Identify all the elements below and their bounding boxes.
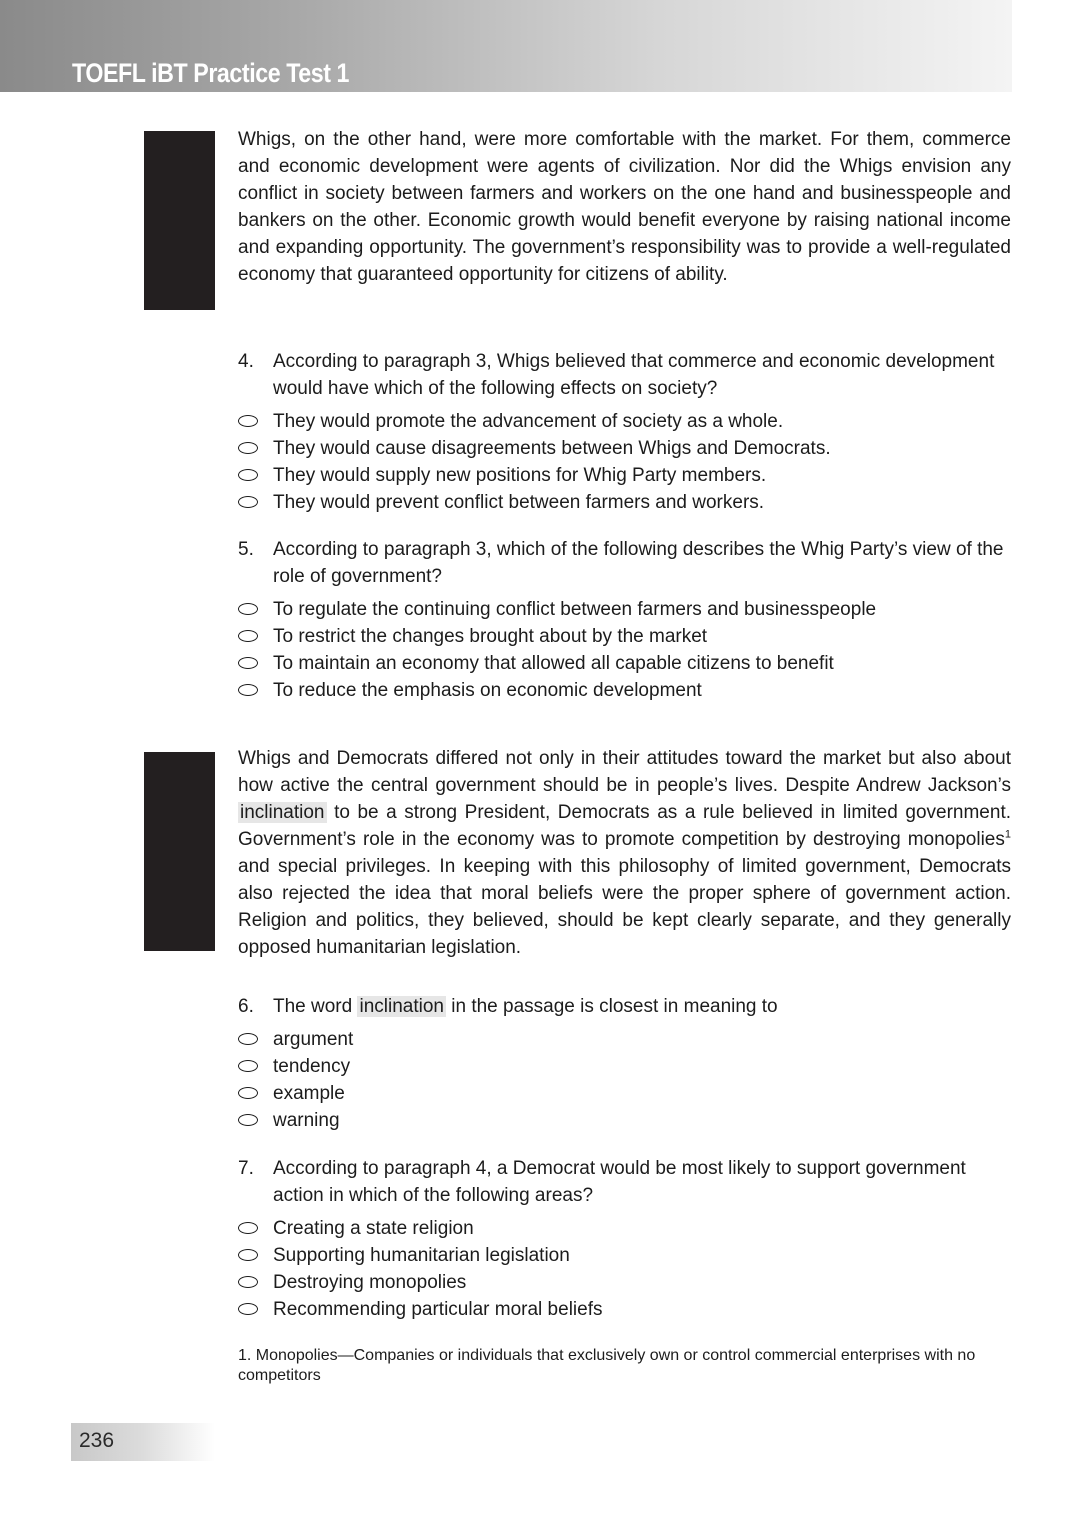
paragraph-marker-3 <box>144 131 215 310</box>
radio-button-icon[interactable] <box>238 684 258 696</box>
answer-option[interactable] <box>238 489 1011 516</box>
question-6 <box>238 993 1011 1134</box>
answer-option[interactable] <box>238 1080 1011 1107</box>
answer-option[interactable] <box>238 1107 1011 1134</box>
option-label: They would promote the advancement of society as a whole. <box>273 411 784 432</box>
question-text: According to paragraph 4, a Democrat would be most likely to support government action in which of the following areas? <box>273 1158 966 1206</box>
question-text: According to paragraph 3, Whigs believed that commerce and economic development would have which of the following effects on society? <box>273 351 995 399</box>
option-label: They would cause disagreements between Whigs and Democrats. <box>273 438 831 459</box>
question-number: 7. <box>238 1158 254 1179</box>
option-label: Supporting humanitarian legislation <box>273 1245 570 1266</box>
answer-option[interactable] <box>238 462 1011 489</box>
answer-option[interactable] <box>238 1269 1011 1296</box>
paragraph-marker-4 <box>144 752 215 951</box>
option-label: Recommending particular moral beliefs <box>273 1299 603 1320</box>
question-text: According to paragraph 3, which of the following describes the Whig Party’s view of the role of government? <box>273 539 1004 587</box>
radio-button-icon[interactable] <box>238 442 258 454</box>
answer-option[interactable] <box>238 596 1011 623</box>
radio-button-icon[interactable] <box>238 1060 258 1072</box>
option-label: To restrict the changes brought about by the market <box>273 626 708 647</box>
answer-option[interactable] <box>238 1242 1011 1269</box>
passage-text: Whigs and Democrats differed not only in their attitudes toward the market but also about how active the central government should be in people’s lives. Despite Andrew Jackson’s <box>238 748 1011 796</box>
passage-text: to be a strong President, Democrats as a rule believed in limited government. Government’s role in the economy was to promote competition by destroying monopolies <box>238 802 1011 850</box>
question-number: 4. <box>238 351 254 372</box>
question-text-part: in the passage is closest in meaning to <box>445 996 778 1017</box>
passage-paragraph-3: Whigs, on the other hand, were more comfortable with the market. For them, commerce and economic development were agents of civilization. Nor did the Whigs envision any conflict in society between farmers and workers on the one hand and businesspeople and bankers on the other. Economic growth would benefit everyone by raising national income and expanding opportunity. The government’s responsibility was to provide a well-regulated economy that guaranteed opportunity for citizens of ability. <box>238 129 1011 285</box>
radio-button-icon[interactable] <box>238 1222 258 1234</box>
passage-text: and special privileges. In keeping with this philosophy of limited government, Democrats also rejected the idea that moral beliefs were the proper sphere of government action. Religion and politics, they believed, should be kept clearly separate, and they generally opposed humanitarian legislation. <box>238 856 1011 958</box>
radio-button-icon[interactable] <box>238 469 258 481</box>
radio-button-icon[interactable] <box>238 1276 258 1288</box>
option-label: tendency <box>273 1056 351 1077</box>
radio-button-icon[interactable] <box>238 1087 258 1099</box>
option-label: They would supply new positions for Whig Party members. <box>273 465 767 486</box>
option-label: To maintain an economy that allowed all capable citizens to benefit <box>273 653 834 674</box>
highlighted-word: inclination <box>240 802 325 823</box>
question-4 <box>238 348 1011 516</box>
radio-button-icon[interactable] <box>238 415 258 427</box>
radio-button-icon[interactable] <box>238 630 258 642</box>
question-stem <box>238 348 1011 402</box>
radio-button-icon[interactable] <box>238 1303 258 1315</box>
question-number: 5. <box>238 539 254 560</box>
option-label: To reduce the emphasis on economic development <box>273 680 702 701</box>
answer-option[interactable] <box>238 435 1011 462</box>
radio-button-icon[interactable] <box>238 1249 258 1261</box>
answer-option[interactable] <box>238 623 1011 650</box>
question-text-part: The word <box>273 996 358 1017</box>
question-stem <box>238 536 1011 590</box>
answer-option[interactable] <box>238 1215 1011 1242</box>
answer-option[interactable] <box>238 1026 1011 1053</box>
option-label: example <box>273 1083 345 1104</box>
answer-option[interactable] <box>238 1053 1011 1080</box>
answer-option[interactable] <box>238 677 1011 704</box>
radio-button-icon[interactable] <box>238 496 258 508</box>
highlighted-word: inclination <box>359 996 444 1017</box>
footnote: 1. Monopolies—Companies or individuals that exclusively own or control commercial enterprises with no competitors <box>238 1347 976 1384</box>
radio-button-icon[interactable] <box>238 657 258 669</box>
answer-option[interactable] <box>238 650 1011 677</box>
answer-option[interactable] <box>238 1296 1011 1323</box>
option-label: argument <box>273 1029 354 1050</box>
question-7 <box>238 1155 1011 1323</box>
option-label: Creating a state religion <box>273 1218 474 1239</box>
footnote-reference: 1 <box>1004 828 1011 841</box>
option-label: warning <box>273 1110 340 1131</box>
question-stem <box>238 993 1011 1020</box>
question-stem <box>238 1155 1011 1209</box>
answer-option[interactable] <box>238 408 1011 435</box>
question-text <box>273 996 778 1017</box>
option-label: They would prevent conflict between farmers and workers. <box>273 492 765 513</box>
radio-button-icon[interactable] <box>238 1033 258 1045</box>
option-label: To regulate the continuing conflict between farmers and businesspeople <box>273 599 877 620</box>
page-header-title: TOEFL iBT Practice Test 1 <box>72 58 350 88</box>
passage-paragraph-4 <box>238 745 1011 961</box>
question-number: 6. <box>238 996 254 1017</box>
radio-button-icon[interactable] <box>238 603 258 615</box>
radio-button-icon[interactable] <box>238 1114 258 1126</box>
page-number: 236 <box>79 1429 115 1452</box>
option-label: Destroying monopolies <box>273 1272 467 1293</box>
question-5 <box>238 536 1011 704</box>
